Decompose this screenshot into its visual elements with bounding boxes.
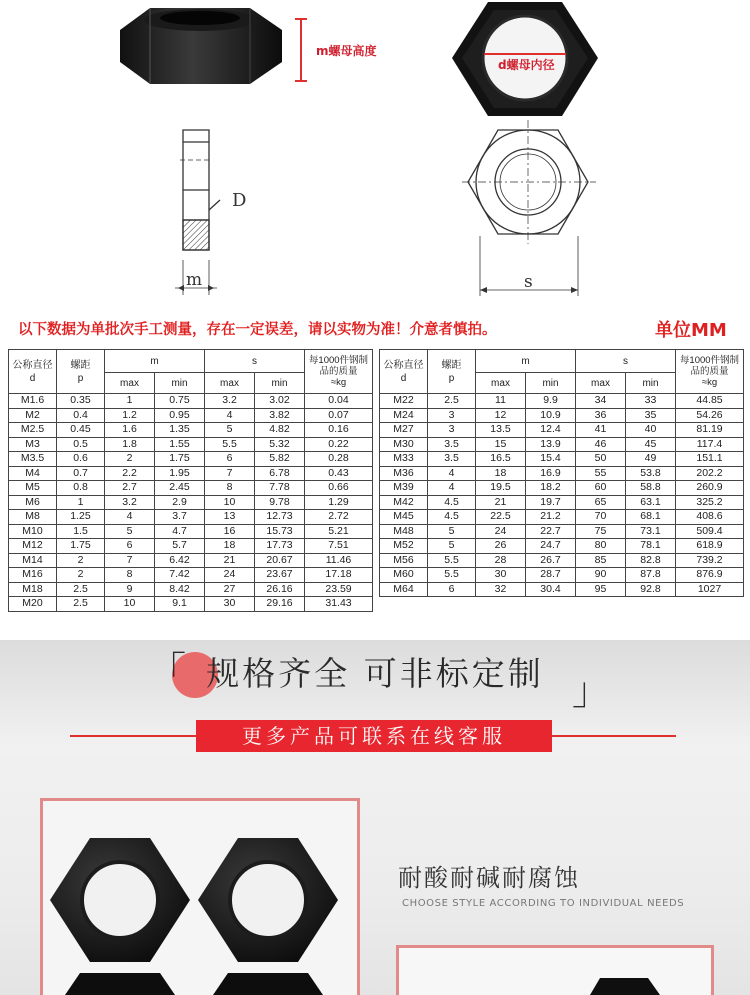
table-cell: 26.16 xyxy=(255,582,305,597)
table-row xyxy=(9,553,373,568)
table-cell: 36 xyxy=(576,408,626,423)
table-cell: 3.5 xyxy=(428,452,476,467)
header-pitch: 螺距 p xyxy=(57,350,105,394)
table-cell: 23.59 xyxy=(305,582,373,597)
table-cell: 80 xyxy=(576,539,626,554)
table-cell: 1.75 xyxy=(57,539,105,554)
table-cell: 4 xyxy=(428,466,476,481)
header-s-min: min xyxy=(255,373,305,394)
table-cell: 2.7 xyxy=(105,481,155,496)
table-cell: 7.78 xyxy=(255,481,305,496)
table-cell: 45 xyxy=(626,437,676,452)
spec-table-left-body xyxy=(9,394,373,612)
table-cell: 78.1 xyxy=(626,539,676,554)
table-cell: 7.42 xyxy=(155,568,205,583)
table-cell: M27 xyxy=(380,423,428,438)
table-cell: 13.5 xyxy=(476,423,526,438)
inner-diameter-marker xyxy=(484,53,566,55)
table-cell: M56 xyxy=(380,553,428,568)
table-cell: 0.5 xyxy=(57,437,105,452)
table-cell: 12.73 xyxy=(255,510,305,525)
table-cell: 4 xyxy=(205,408,255,423)
table-cell: 0.7 xyxy=(57,466,105,481)
table-cell: 81.19 xyxy=(676,423,744,438)
drawing-label-m: m xyxy=(186,270,203,290)
table-cell: 0.43 xyxy=(305,466,373,481)
table-cell: 9 xyxy=(105,582,155,597)
table-cell: M24 xyxy=(380,408,428,423)
table-cell: M39 xyxy=(380,481,428,496)
table-cell: 16.5 xyxy=(476,452,526,467)
header-m-max: max xyxy=(105,373,155,394)
header-pitch: 螺距 p xyxy=(428,350,476,394)
table-cell: 260.9 xyxy=(676,481,744,496)
table-cell: 5.5 xyxy=(428,568,476,583)
table-row xyxy=(380,423,744,438)
table-cell: 6.42 xyxy=(155,553,205,568)
table-cell: 20.67 xyxy=(255,553,305,568)
header-s-min: min xyxy=(626,373,676,394)
table-cell: 5.7 xyxy=(155,539,205,554)
table-cell: M42 xyxy=(380,495,428,510)
table-cell: 4.7 xyxy=(155,524,205,539)
table-cell: 10 xyxy=(205,495,255,510)
table-row xyxy=(380,452,744,467)
table-cell: M3.5 xyxy=(9,452,57,467)
header-s: s xyxy=(205,350,305,373)
table-cell: 19.5 xyxy=(476,481,526,496)
height-marker-bottom xyxy=(295,80,307,82)
table-cell: 5 xyxy=(428,524,476,539)
table-cell: 35 xyxy=(626,408,676,423)
table-cell: 0.4 xyxy=(57,408,105,423)
table-row xyxy=(9,568,373,583)
table-row xyxy=(380,553,744,568)
table-cell: 15.4 xyxy=(526,452,576,467)
table-cell: M10 xyxy=(9,524,57,539)
table-cell: 29.16 xyxy=(255,597,305,612)
table-cell: 6.78 xyxy=(255,466,305,481)
table-cell: 24.7 xyxy=(526,539,576,554)
table-row xyxy=(380,481,744,496)
header-weight: 每1000件钢制品的质量 ≈kg xyxy=(676,350,744,394)
table-cell: 117.4 xyxy=(676,437,744,452)
table-cell: M3 xyxy=(9,437,57,452)
table-cell: 15 xyxy=(476,437,526,452)
table-cell: 739.2 xyxy=(676,553,744,568)
table-cell: M2 xyxy=(9,408,57,423)
table-cell: 0.28 xyxy=(305,452,373,467)
table-cell: 5.32 xyxy=(255,437,305,452)
spec-table-right xyxy=(379,349,744,597)
slogan-close-bracket: 」 xyxy=(572,669,611,713)
table-row xyxy=(9,510,373,525)
table-cell: 18.2 xyxy=(526,481,576,496)
table-cell: 1027 xyxy=(676,582,744,597)
drawing-label-d: D xyxy=(232,190,247,211)
table-cell: 30 xyxy=(476,568,526,583)
table-cell: 50 xyxy=(576,452,626,467)
table-cell: 2.72 xyxy=(305,510,373,525)
table-cell: 3 xyxy=(428,423,476,438)
header-m-min: min xyxy=(155,373,205,394)
table-cell: 73.1 xyxy=(626,524,676,539)
header-s-max: max xyxy=(576,373,626,394)
table-cell: 0.04 xyxy=(305,394,373,409)
table-cell: 0.35 xyxy=(57,394,105,409)
table-cell: M16 xyxy=(9,568,57,583)
measurement-notice: 以下数据为单批次手工测量，存在一定误差，请以实物为准！介意者慎拍。 xyxy=(18,322,497,338)
header-weight: 每1000件钢制品的质量 ≈kg xyxy=(305,350,373,394)
table-cell: M14 xyxy=(9,553,57,568)
table-cell: 3.2 xyxy=(205,394,255,409)
table-cell: 30 xyxy=(205,597,255,612)
header-diameter: 公称直径 d xyxy=(9,350,57,394)
table-cell: M18 xyxy=(9,582,57,597)
table-cell: 21 xyxy=(476,495,526,510)
table-cell: 1.95 xyxy=(155,466,205,481)
inner-diameter-label: d螺母内径 xyxy=(498,58,555,72)
table-cell: 2 xyxy=(57,553,105,568)
header-m-min: min xyxy=(526,373,576,394)
table-cell: 2.5 xyxy=(57,597,105,612)
table-cell: 876.9 xyxy=(676,568,744,583)
table-cell: 202.2 xyxy=(676,466,744,481)
table-cell: 1.55 xyxy=(155,437,205,452)
table-cell: 33 xyxy=(626,394,676,409)
table-cell: M22 xyxy=(380,394,428,409)
table-row xyxy=(9,394,373,409)
table-row xyxy=(380,495,744,510)
header-m-max: max xyxy=(476,373,526,394)
table-cell: 24 xyxy=(476,524,526,539)
table-cell: 3.82 xyxy=(255,408,305,423)
table-cell: 95 xyxy=(576,582,626,597)
table-row xyxy=(9,423,373,438)
table-cell: 24 xyxy=(205,568,255,583)
table-cell: 90 xyxy=(576,568,626,583)
table-cell: 87.8 xyxy=(626,568,676,583)
table-cell: 9.1 xyxy=(155,597,205,612)
table-cell: 28.7 xyxy=(526,568,576,583)
table-row xyxy=(9,495,373,510)
table-cell: 22.5 xyxy=(476,510,526,525)
table-cell: 30.4 xyxy=(526,582,576,597)
height-label: m螺母高度 xyxy=(316,44,377,58)
table-cell: 1.25 xyxy=(57,510,105,525)
table-cell: M45 xyxy=(380,510,428,525)
table-cell: 0.8 xyxy=(57,481,105,496)
table-cell: 1.75 xyxy=(155,452,205,467)
table-cell: 9.9 xyxy=(526,394,576,409)
table-cell: 54.26 xyxy=(676,408,744,423)
table-cell: 12.4 xyxy=(526,423,576,438)
table-cell: 63.1 xyxy=(626,495,676,510)
nut-partial-photo xyxy=(578,976,668,995)
table-cell: M48 xyxy=(380,524,428,539)
table-cell: 55 xyxy=(576,466,626,481)
table-cell: 1.8 xyxy=(105,437,155,452)
table-row xyxy=(380,539,744,554)
table-cell: 65 xyxy=(576,495,626,510)
contact-service-banner[interactable]: 更多产品可联系在线客服 xyxy=(196,720,552,752)
table-cell: 15.73 xyxy=(255,524,305,539)
feature-title: 耐酸耐碱耐腐蚀 xyxy=(398,864,580,892)
table-cell: 3.02 xyxy=(255,394,305,409)
table-cell: 92.8 xyxy=(626,582,676,597)
table-cell: M4 xyxy=(9,466,57,481)
table-cell: M8 xyxy=(9,510,57,525)
table-cell: 4 xyxy=(428,481,476,496)
table-cell: 4.82 xyxy=(255,423,305,438)
table-cell: 22.7 xyxy=(526,524,576,539)
header-m: m xyxy=(476,350,576,373)
table-cell: M60 xyxy=(380,568,428,583)
nut-side-photo xyxy=(110,0,290,90)
table-row xyxy=(380,510,744,525)
table-cell: 75 xyxy=(576,524,626,539)
table-cell: 5 xyxy=(428,539,476,554)
table-cell: 10 xyxy=(105,597,155,612)
table-cell: 0.66 xyxy=(305,481,373,496)
table-cell: 34 xyxy=(576,394,626,409)
spec-table-left xyxy=(8,349,373,612)
table-cell: 0.22 xyxy=(305,437,373,452)
table-row xyxy=(9,481,373,496)
feature-subtitle: CHOOSE STYLE ACCORDING TO INDIVIDUAL NEEDS xyxy=(402,898,685,909)
table-cell: 32 xyxy=(476,582,526,597)
table-cell: 40 xyxy=(626,423,676,438)
table-row xyxy=(9,408,373,423)
table-cell: M1.6 xyxy=(9,394,57,409)
table-cell: 21.2 xyxy=(526,510,576,525)
table-cell: 0.95 xyxy=(155,408,205,423)
spec-table-right-body xyxy=(380,394,744,597)
table-cell: 2.9 xyxy=(155,495,205,510)
table-cell: 6 xyxy=(205,452,255,467)
table-cell: 82.8 xyxy=(626,553,676,568)
table-cell: 8.42 xyxy=(155,582,205,597)
slogan-text: 规格齐全 可非标定制 xyxy=(206,654,544,693)
table-cell: 8 xyxy=(205,481,255,496)
table-cell: 16 xyxy=(205,524,255,539)
table-cell: 2.45 xyxy=(155,481,205,496)
unit-label: 单位MM xyxy=(655,320,727,341)
table-cell: 21 xyxy=(205,553,255,568)
table-cell: M30 xyxy=(380,437,428,452)
table-cell: 60 xyxy=(576,481,626,496)
table-cell: M2.5 xyxy=(9,423,57,438)
table-cell: 18 xyxy=(476,466,526,481)
table-cell: 1 xyxy=(105,394,155,409)
table-cell: 53.8 xyxy=(626,466,676,481)
table-cell: 1 xyxy=(57,495,105,510)
table-cell: 4.5 xyxy=(428,495,476,510)
table-cell: 0.6 xyxy=(57,452,105,467)
table-cell: M12 xyxy=(9,539,57,554)
table-row xyxy=(380,394,744,409)
table-cell: 2.5 xyxy=(428,394,476,409)
table-cell: 1.6 xyxy=(105,423,155,438)
table-cell: 3.2 xyxy=(105,495,155,510)
table-cell: 2 xyxy=(105,452,155,467)
table-cell: 27 xyxy=(205,582,255,597)
table-cell: 10.9 xyxy=(526,408,576,423)
table-cell: 9.78 xyxy=(255,495,305,510)
nuts-product-photo xyxy=(50,838,350,995)
table-cell: 618.9 xyxy=(676,539,744,554)
table-cell: 13 xyxy=(205,510,255,525)
table-row xyxy=(380,437,744,452)
slogan-open-bracket: 「 xyxy=(148,649,187,693)
table-cell: 0.16 xyxy=(305,423,373,438)
table-cell: 5 xyxy=(205,423,255,438)
table-cell: 3 xyxy=(428,408,476,423)
table-cell: 151.1 xyxy=(676,452,744,467)
table-row xyxy=(9,597,373,612)
table-cell: 1.29 xyxy=(305,495,373,510)
table-cell: 26.7 xyxy=(526,553,576,568)
table-row xyxy=(9,539,373,554)
table-cell: M20 xyxy=(9,597,57,612)
table-cell: 18 xyxy=(205,539,255,554)
table-cell: 1.2 xyxy=(105,408,155,423)
table-cell: 2.5 xyxy=(57,582,105,597)
table-cell: 408.6 xyxy=(676,510,744,525)
table-cell: 5.5 xyxy=(428,553,476,568)
top-view-drawing xyxy=(460,118,600,298)
table-cell: 6 xyxy=(105,539,155,554)
table-cell: 5.5 xyxy=(205,437,255,452)
table-cell: M36 xyxy=(380,466,428,481)
table-cell: 2 xyxy=(57,568,105,583)
table-cell: 1.5 xyxy=(57,524,105,539)
table-cell: 5 xyxy=(105,524,155,539)
table-cell: 26 xyxy=(476,539,526,554)
table-cell: 6 xyxy=(428,582,476,597)
table-row xyxy=(9,437,373,452)
table-cell: 0.45 xyxy=(57,423,105,438)
table-row xyxy=(9,452,373,467)
table-row xyxy=(380,466,744,481)
table-cell: 5.82 xyxy=(255,452,305,467)
table-cell: 8 xyxy=(105,568,155,583)
table-cell: 325.2 xyxy=(676,495,744,510)
height-marker xyxy=(300,18,302,82)
header-s: s xyxy=(576,350,676,373)
drawing-label-s: s xyxy=(524,272,533,292)
table-cell: 1.35 xyxy=(155,423,205,438)
header-s-max: max xyxy=(205,373,255,394)
header-m: m xyxy=(105,350,205,373)
table-row xyxy=(380,582,744,597)
table-cell: 12 xyxy=(476,408,526,423)
table-row xyxy=(380,568,744,583)
table-row xyxy=(380,408,744,423)
table-cell: 58.8 xyxy=(626,481,676,496)
table-cell: 49 xyxy=(626,452,676,467)
table-cell: 0.07 xyxy=(305,408,373,423)
table-cell: 28 xyxy=(476,553,526,568)
header-diameter: 公称直径 d xyxy=(380,350,428,394)
table-cell: 509.4 xyxy=(676,524,744,539)
table-cell: 7 xyxy=(105,553,155,568)
table-cell: 70 xyxy=(576,510,626,525)
table-cell: 11.46 xyxy=(305,553,373,568)
table-cell: 3.7 xyxy=(155,510,205,525)
table-cell: 7 xyxy=(205,466,255,481)
table-cell: 13.9 xyxy=(526,437,576,452)
table-cell: 16.9 xyxy=(526,466,576,481)
table-row xyxy=(9,582,373,597)
table-cell: 31.43 xyxy=(305,597,373,612)
table-cell: M5 xyxy=(9,481,57,496)
table-row xyxy=(9,524,373,539)
table-cell: 3.5 xyxy=(428,437,476,452)
table-cell: 17.18 xyxy=(305,568,373,583)
table-cell: 7.51 xyxy=(305,539,373,554)
table-cell: 68.1 xyxy=(626,510,676,525)
table-cell: 2.2 xyxy=(105,466,155,481)
table-cell: 0.75 xyxy=(155,394,205,409)
table-cell: 41 xyxy=(576,423,626,438)
table-cell: 44.85 xyxy=(676,394,744,409)
table-cell: 4 xyxy=(105,510,155,525)
table-cell: 5.21 xyxy=(305,524,373,539)
table-cell: 19.7 xyxy=(526,495,576,510)
table-cell: M6 xyxy=(9,495,57,510)
table-cell: 17.73 xyxy=(255,539,305,554)
table-cell: 85 xyxy=(576,553,626,568)
table-cell: 11 xyxy=(476,394,526,409)
table-row xyxy=(9,466,373,481)
table-cell: 46 xyxy=(576,437,626,452)
table-cell: M64 xyxy=(380,582,428,597)
table-row xyxy=(380,524,744,539)
table-cell: 23.67 xyxy=(255,568,305,583)
table-cell: M52 xyxy=(380,539,428,554)
height-marker-top xyxy=(295,18,307,20)
table-cell: 4.5 xyxy=(428,510,476,525)
table-cell: M33 xyxy=(380,452,428,467)
